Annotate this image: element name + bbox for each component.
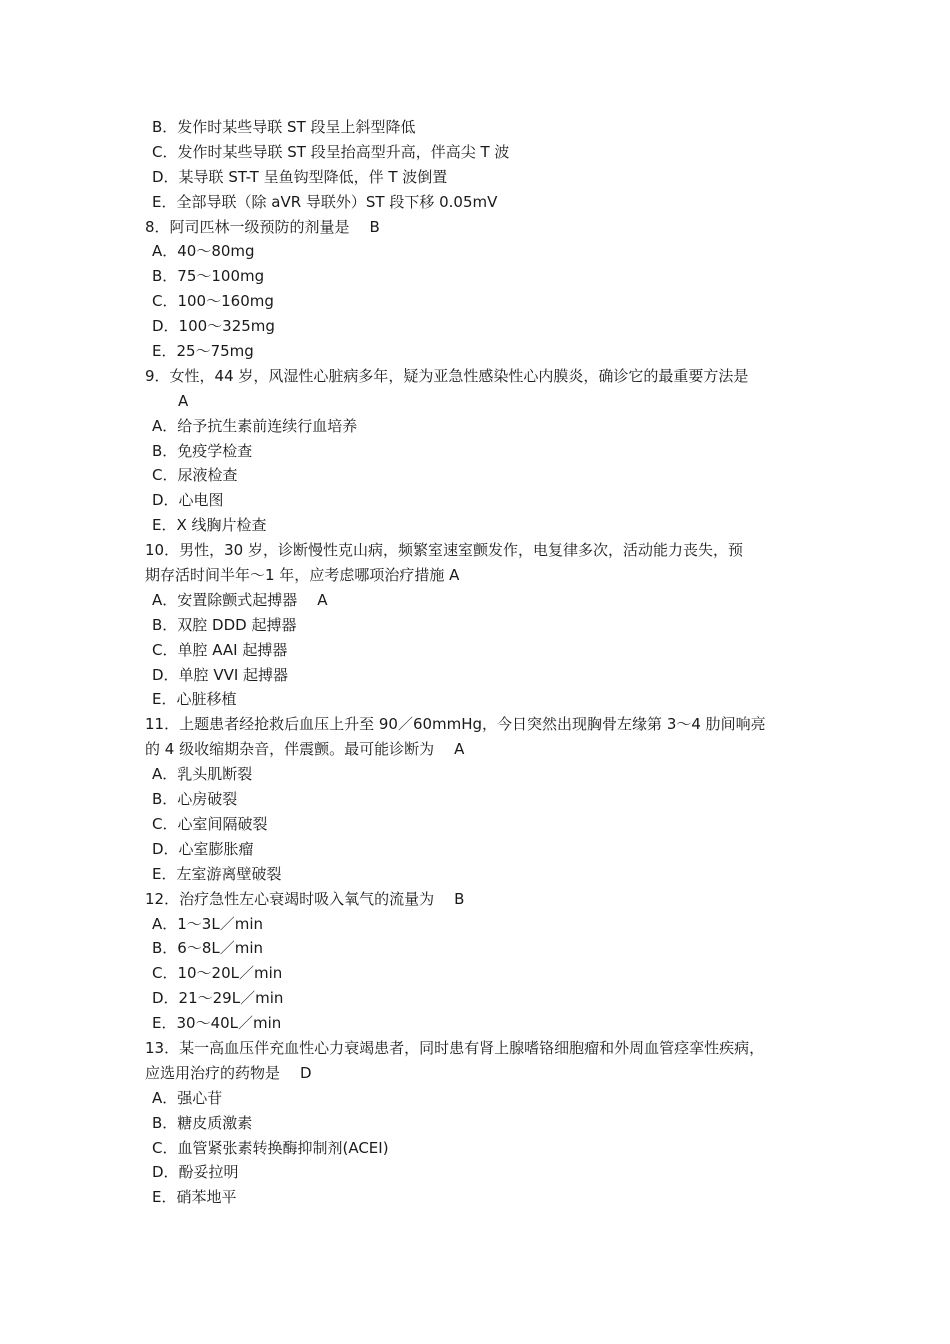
question-text: [0, 737, 950, 762]
answer-key: A: [317, 590, 328, 609]
line-text: D．21～29L／min: [152, 989, 284, 1008]
line-text: 8．阿司匹林一级预防的剂量是: [145, 217, 350, 236]
line-text: B．双腔 DDD 起搏器: [152, 615, 297, 634]
answer-option: [0, 190, 950, 215]
question-continuation: [0, 389, 950, 414]
answer-option: [0, 961, 950, 986]
question-text: [0, 887, 950, 912]
answer-option: [0, 613, 950, 638]
answer-option: [0, 812, 950, 837]
line-text: 12．治疗急性左心衰竭时吸入氧气的流量为: [145, 889, 435, 908]
answer-option: [0, 787, 950, 812]
line-text: C．100～160mg: [152, 292, 274, 311]
answer-option: [0, 165, 950, 190]
answer-option: [0, 239, 950, 264]
question-text: [0, 364, 950, 389]
question-text: [0, 1036, 950, 1061]
line-text: 的 4 级收缩期杂音，伴震颤。最可能诊断为: [145, 740, 435, 759]
document-page: [0, 115, 950, 1210]
line-text: B．心房破裂: [152, 790, 238, 809]
answer-option: [0, 439, 950, 464]
line-text: C．心室间隔破裂: [152, 814, 268, 833]
line-text: E．X 线胸片检查: [152, 516, 267, 535]
answer-option: [0, 264, 950, 289]
line-text: 10．男性，30 岁，诊断慢性克山病，频繁室速室颤发作，电复律多次，活动能力丧失，预: [145, 541, 743, 560]
answer-option: [0, 314, 950, 339]
line-text: D．酚妥拉明: [152, 1163, 239, 1182]
line-text: C．10～20L／min: [152, 964, 283, 983]
answer-option: [0, 663, 950, 688]
line-text: E．全部导联（除 aVR 导联外）ST 段下移 0.05mV: [152, 192, 498, 211]
line-text: B．6～8L／min: [152, 939, 264, 958]
answer-option: [0, 289, 950, 314]
question-text: [0, 1061, 950, 1086]
answer-option: [0, 912, 950, 937]
question-text: [0, 712, 950, 737]
answer-option: [0, 1136, 950, 1161]
answer-option: [0, 638, 950, 663]
line-text: D．单腔 VVI 起搏器: [152, 665, 289, 684]
line-text: E．25～75mg: [152, 342, 254, 361]
line-text: B．免疫学检查: [152, 441, 253, 460]
line-text: 9．女性，44 岁，风湿性心脏病多年，疑为亚急性感染性心内膜炎，确诊它的最重要方法是: [145, 366, 749, 385]
line-text: D．某导联 ST-T 呈鱼钩型降低，伴 T 波倒置: [152, 167, 448, 186]
line-text: B．糖皮质激素: [152, 1113, 253, 1132]
line-text: 13．某一高血压伴充血性心力衰竭患者，同时患有肾上腺嗜铬细胞瘤和外周血管痉挛性疾病，: [145, 1038, 765, 1057]
answer-option: [0, 1011, 950, 1036]
answer-option: [0, 414, 950, 439]
line-text: D．心室膨胀瘤: [152, 839, 254, 858]
line-text: C．尿液检查: [152, 466, 238, 485]
answer-option: [0, 936, 950, 961]
line-text: 应选用治疗的药物是: [145, 1063, 281, 1082]
line-text: 期存活时间半年～1 年，应考虑哪项治疗措施 A: [145, 566, 460, 585]
line-text: D．100～325mg: [152, 317, 275, 336]
question-text: [0, 563, 950, 588]
answer-key: D: [300, 1063, 312, 1082]
answer-option: [0, 513, 950, 538]
answer-option: [0, 862, 950, 887]
line-text: A．40～80mg: [152, 242, 255, 261]
answer-option: [0, 687, 950, 712]
line-text: E．心脏移植: [152, 690, 237, 709]
answer-option: [0, 1160, 950, 1185]
answer-option: [0, 588, 950, 613]
line-text: A．给予抗生素前连续行血培养: [152, 416, 358, 435]
answer-option: [0, 1111, 950, 1136]
answer-option: [0, 837, 950, 862]
line-text: A: [178, 391, 189, 410]
line-text: A．1～3L／min: [152, 914, 263, 933]
line-text: C．发作时某些导联 ST 段呈抬高型升高，伴高尖 T 波: [152, 142, 510, 161]
line-text: E．30～40L／min: [152, 1014, 282, 1033]
line-text: A．安置除颤式起搏器: [152, 590, 298, 609]
line-text: A．强心苷: [152, 1088, 223, 1107]
answer-option: [0, 1086, 950, 1111]
answer-option: [0, 339, 950, 364]
answer-option: [0, 115, 950, 140]
answer-option: [0, 986, 950, 1011]
line-text: A．乳头肌断裂: [152, 765, 253, 784]
answer-option: [0, 488, 950, 513]
answer-key: B: [454, 889, 465, 908]
answer-key: B: [369, 217, 380, 236]
question-text: [0, 215, 950, 240]
line-text: D．心电图: [152, 491, 224, 510]
line-text: B．75～100mg: [152, 267, 265, 286]
line-text: B．发作时某些导联 ST 段呈上斜型降低: [152, 118, 416, 136]
answer-option: [0, 140, 950, 165]
answer-option: [0, 1185, 950, 1210]
line-text: E．硝苯地平: [152, 1188, 237, 1207]
answer-option: [0, 463, 950, 488]
answer-option: [0, 762, 950, 787]
question-text: [0, 538, 950, 563]
line-text: E．左室游离壁破裂: [152, 864, 282, 883]
line-text: 11．上题患者经抢救后血压上升至 90／60mmHg，今日突然出现胸骨左缘第 3～4 肋间响亮: [145, 715, 766, 734]
line-text: C．血管紧张素转换酶抑制剂(ACEI): [152, 1138, 389, 1157]
line-text: C．单腔 AAI 起搏器: [152, 640, 288, 659]
answer-key: A: [454, 740, 465, 759]
